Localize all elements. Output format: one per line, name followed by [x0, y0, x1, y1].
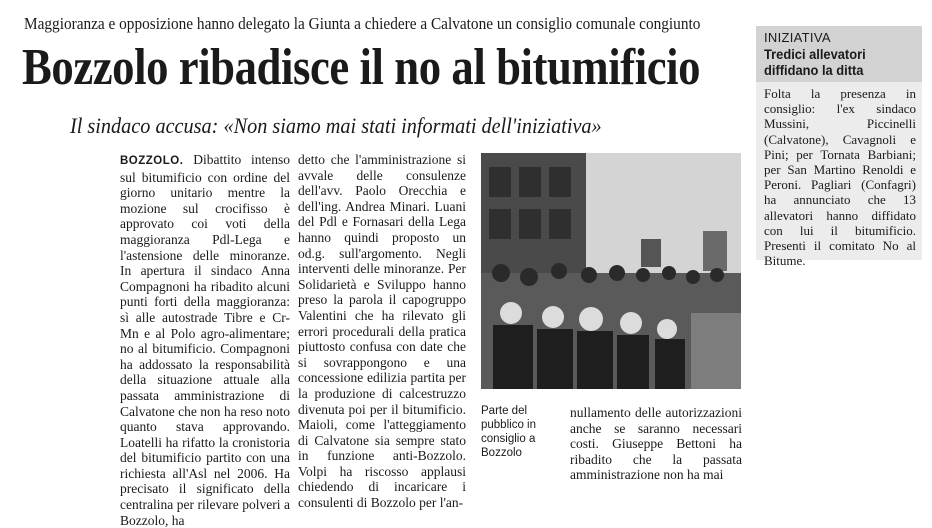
article-dateline: BOZZOLO. — [120, 155, 184, 167]
article-column-2: detto che l'amministrazione si avvale delle consulenze dell'avv. Paolo Orecchia e dell'ing. Andrea Minari. Luani del Pdl e Fornasari della Lega hanno quindi proposto un od.g. sull'argomento. Negli interventi delle minoranze. Per Solidarietà e Sviluppo hanno preso la parola il capogruppo Valentini che ha rilevato gli errori procedurali della pratica piuttosto confusa con date che si sovrappongono e una concessione edilizia partita per la produzione di calcestruzzo divenuta poi per il bitumificio. Maioli, come l'atteggiamento di Calvatone sia sempre stato in funzione anti-Bozzolo. Volpi ha riscosso applausi chiedendo di incaricare i consulenti di Bozzolo per l'an- — [298, 152, 466, 511]
article-subhead: Il sindaco accusa: «Non siamo mai stati informati dell'iniziativa» — [70, 113, 602, 138]
sidebar-title: Tredici allevatori diffidano la ditta — [764, 46, 866, 78]
sidebar-header — [756, 26, 922, 82]
article-column-1 — [120, 152, 290, 528]
council-meeting-photo — [481, 153, 741, 389]
article-column-3: nullamento delle autorizzazioni anche se saranno necessari costi. Giuseppe Bettoni ha ribadito che la passata amministrazione non ha mai — [570, 405, 742, 483]
sidebar-body: Folta la presenza in consiglio: l'ex sindaco Mussini, Piccinelli (Calvatone), Cavagnoli e Pini; per Tornata Barbiani; per San Martino Renoldi e Peroni. Pagliari (Confagri) ha annunciato che 13 allevatori hanno diffidato con lui il bitumificio. Presenti il comitato No al Bitume. — [764, 86, 916, 269]
photo-illustration — [481, 153, 741, 389]
article-column-1-text: Dibattito intenso sul bitumificio con ordine del giorno unitario mentre la mozione sul crocifisso è approvato coi voti della maggioranza Pdl-Lega e l'astensione delle minoranze. In apertura il sindaco Anna Compagnoni ha ribadito alcuni punti forti della maggioranza: sì alle autostrade Tibre e Cr-Mn e al Polo agro-alimentare; no al bitumificio. Compagnoni ha addossato la responsabilità della situazione attuale alla passata amministrazione di Calvatone che non ha reso noto quanto stava approvando. Loatelli ha rifatto la cronistoria del bitumificio partito con una richiesta all'Asl nel 2006. Ha precisato il significato della centralina per rilevare polveri a Bozzolo, ha — [120, 152, 290, 528]
article-kicker: Maggioranza e opposizione hanno delegato la Giunta a chiedere a Calvatone un consiglio comunale congiunto — [24, 14, 701, 33]
sidebar-box — [756, 26, 922, 269]
sidebar-label: INIZIATIVA — [764, 30, 831, 45]
photo-caption: Parte del pubblico in consiglio a Bozzolo — [481, 405, 536, 459]
article-headline: Bozzolo ribadisce il no al bitumificio — [22, 39, 701, 96]
